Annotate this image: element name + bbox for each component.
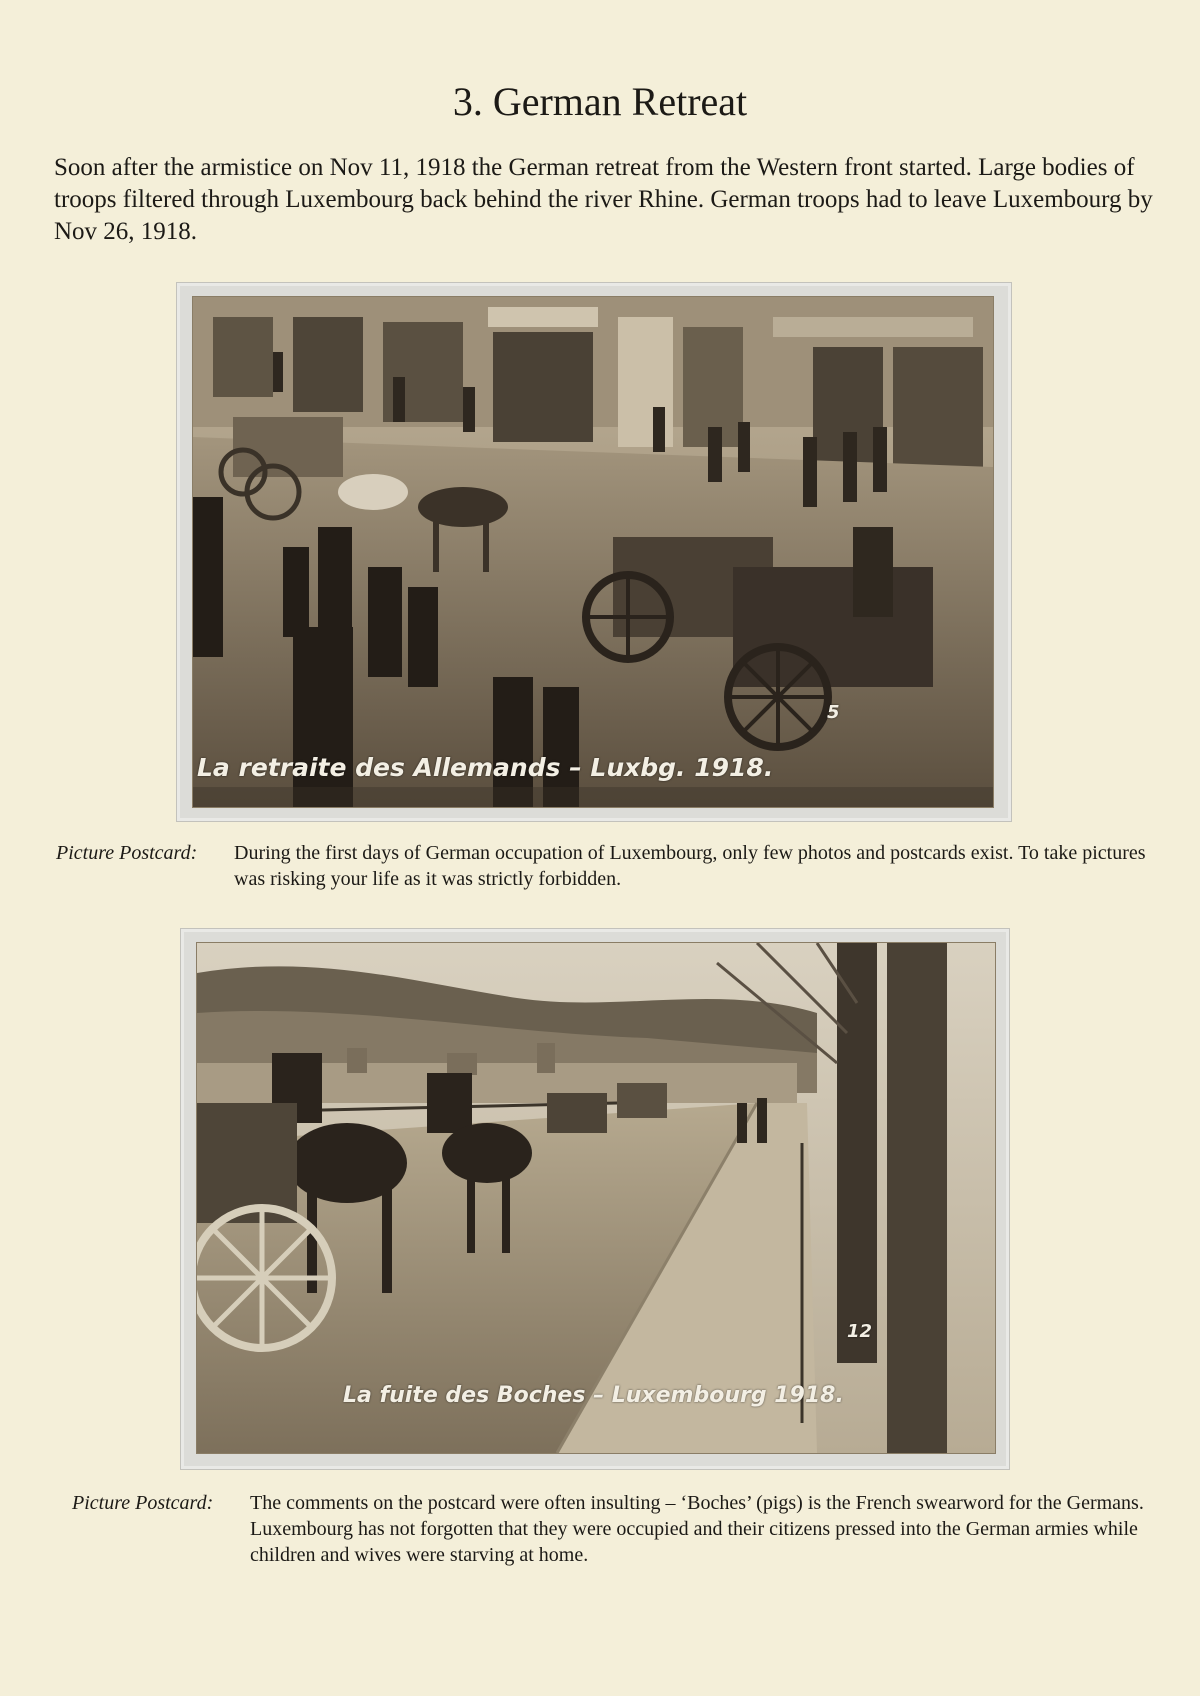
postcard-number-mark-2: 12 <box>847 1321 873 1342</box>
postcard-inscription-2: La fuite des Boches – Luxembourg 1918. <box>343 1383 844 1408</box>
caption-postcard-1 <box>56 840 1156 896</box>
street-scene-illustration <box>193 297 993 807</box>
postcard-inscription-1: La retraite des Allemands – Luxbg. 1918. <box>197 753 774 782</box>
caption-label: Picture Postcard: <box>56 842 198 864</box>
page-title: 3. German Retreat <box>452 79 748 124</box>
caption-label: Picture Postcard: <box>72 1492 214 1514</box>
caption-postcard-2 <box>72 1490 1162 1600</box>
caption-text: The comments on the postcard were often insulting – ‘Boches’ (pigs) is the French swearword for the Germans. Luxembourg has not forgotten that they were occupied and their citizens pressed into the German armies while children and wives were starving at home. <box>250 1492 1144 1566</box>
postcard-number-mark-1: 5 <box>827 702 840 723</box>
intro-paragraph: Soon after the armistice on Nov 11, 1918 the German retreat from the Western front started. Large bodies of troops filtered through Luxembourg back behind the river Rhine. German troops had to leave Luxembourg by Nov 26, 1918. <box>54 154 1153 245</box>
postcard-photo-retreat-street <box>192 296 994 808</box>
caption-text: During the first days of German occupation of Luxembourg, only few photos and postcards exist. To take pictures was risking your life as it was strictly forbidden. <box>234 842 1146 890</box>
postcard-photo-retreat-road <box>196 942 996 1454</box>
road-scene-illustration <box>197 943 995 1453</box>
